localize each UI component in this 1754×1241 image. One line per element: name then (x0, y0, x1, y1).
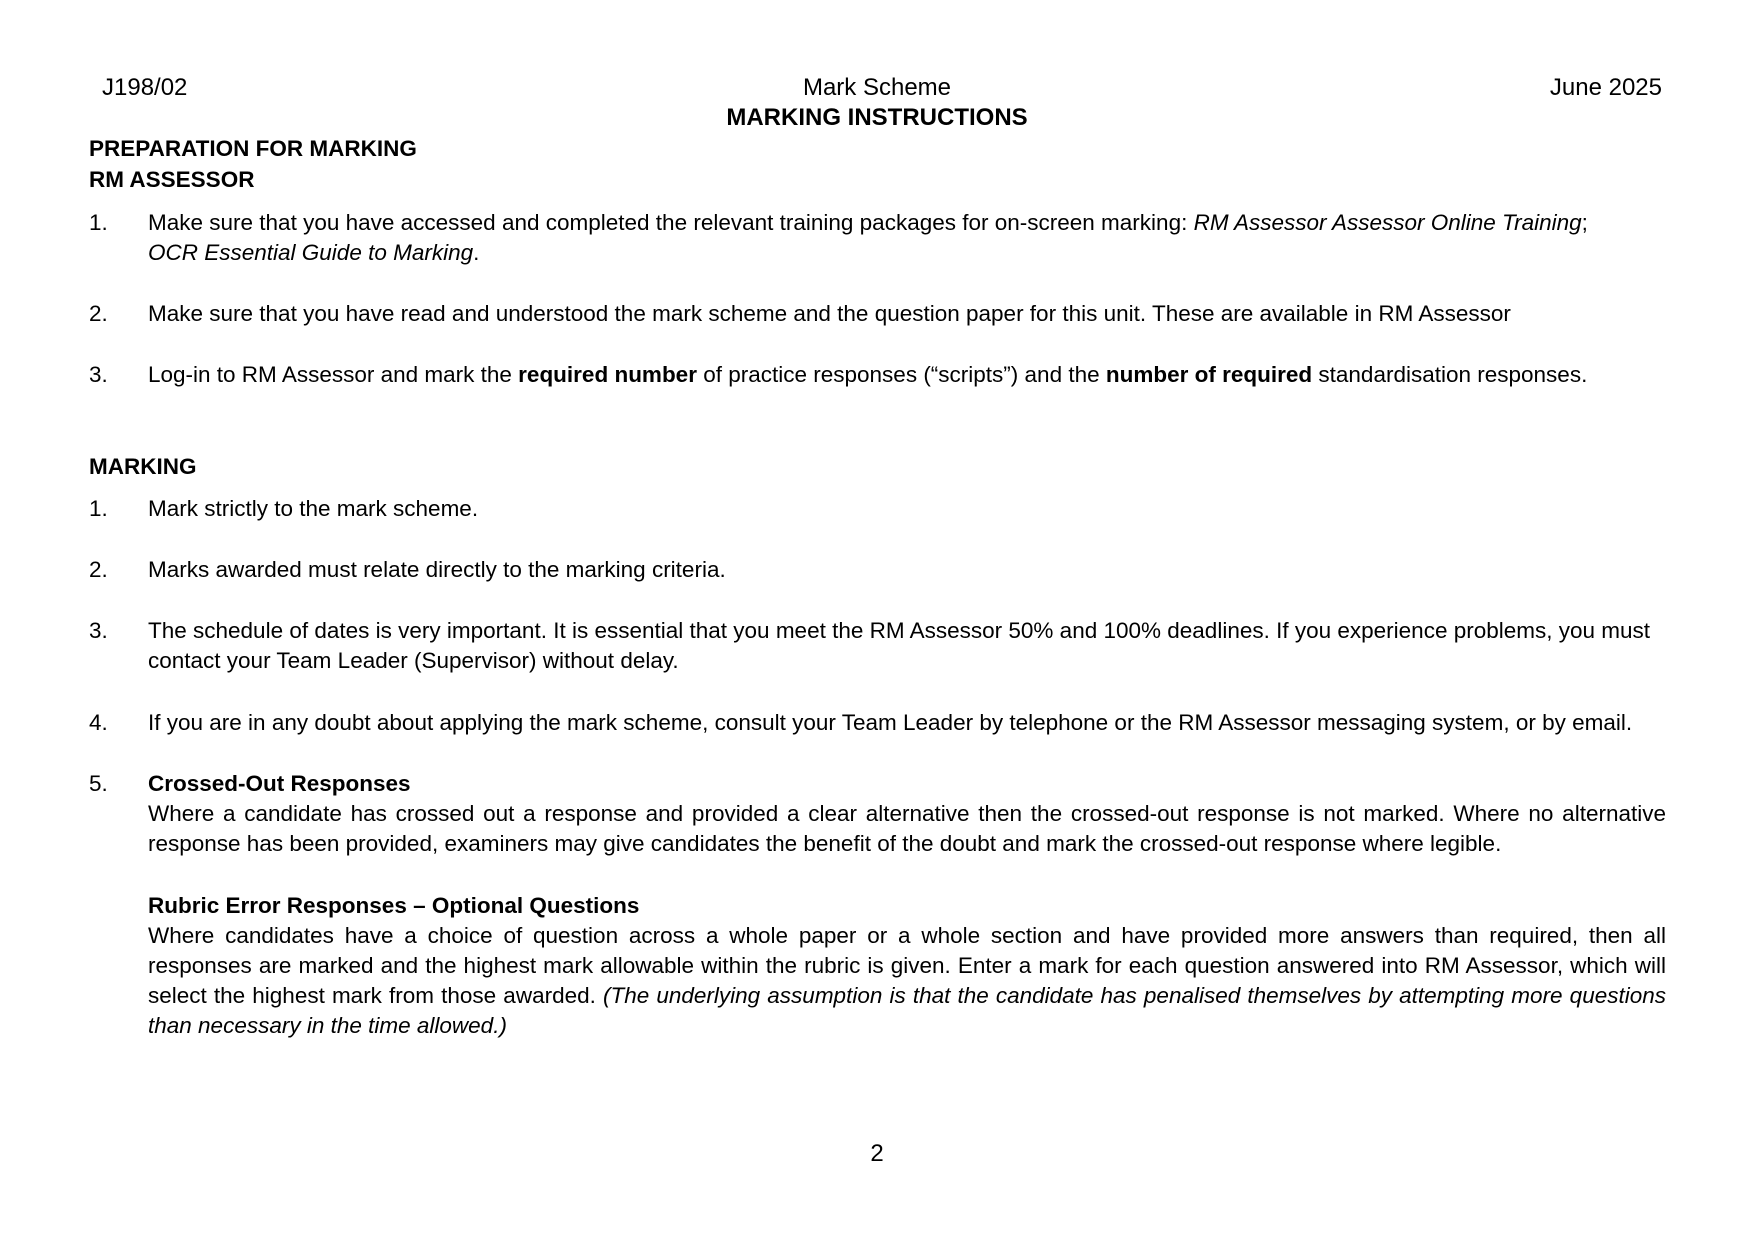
marking-heading: MARKING (89, 454, 197, 479)
rubric-error-text: Where candidates have a choice of question across a whole paper or a whole section and have provided more answers than required, then all responses are marked and the highest mark allowable within the rubric is given. Enter a mark for each question answered into RM Assessor, which will select the highest mark from those awarded. (The underlying assumption is that the candidate has penalised themselves by attempting more questions than necessary in the time allowed.) (148, 923, 1666, 1038)
marking-item-1-text: Mark strictly to the mark scheme. (148, 496, 479, 521)
rm-assessor-subheading: RM ASSESSOR (89, 167, 255, 192)
page-title: MARKING INSTRUCTIONS (726, 104, 1028, 131)
preparation-heading: PREPARATION FOR MARKING (89, 136, 417, 161)
prep-item-1-text: Make sure that you have accessed and completed the relevant training packages for on-screen marking: RM Assessor Assessor Online Training; OCR Essential Guide to Marking. (148, 210, 1588, 265)
rubric-error-heading: Rubric Error Responses – Optional Questions (148, 893, 640, 918)
guide-title: OCR Essential Guide to Marking (148, 240, 474, 265)
crossed-out-heading: Crossed-Out Responses (148, 771, 411, 796)
marking-item-3-number: 3. (89, 618, 108, 643)
prep-item-3-number: 3. (89, 362, 108, 387)
marking-item-5-number: 5. (89, 771, 108, 796)
paper-code: J198/02 (102, 74, 188, 101)
marking-item-3-text: The schedule of dates is very important. It is essential that you meet the RM Assessor 50% and 100% deadlines. If you experience problems, you must contact your Team Leader (Supervisor) without delay. (148, 618, 1651, 673)
crossed-out-text: Where a candidate has crossed out a response and provided a clear alternative then the crossed-out response is not marked. Where no alternative response has been provided, examiners may give candidates the benefit of the doubt and mark the crossed-out response where legible. (148, 801, 1666, 856)
training-title: RM Assessor Assessor Online Training (1193, 210, 1582, 235)
page-number: 2 (870, 1140, 884, 1167)
marking-item-1-number: 1. (89, 496, 108, 521)
prep-item-1-number: 1. (89, 210, 108, 235)
marking-item-2-number: 2. (89, 557, 108, 582)
marking-item-4-text: If you are in any doubt about applying the mark scheme, consult your Team Leader by telephone or the RM Assessor messaging system, or by email. (148, 710, 1633, 735)
exam-session: June 2025 (1549, 74, 1662, 101)
prep-item-2-number: 2. (89, 301, 108, 326)
marking-item-4-number: 4. (89, 710, 108, 735)
prep-item-3-text: Log-in to RM Assessor and mark the required number of practice responses (“scripts”) and the number of required standardisation responses. (148, 362, 1588, 387)
prep-item-2-text: Make sure that you have read and understood the mark scheme and the question paper for this unit. These are available in RM Assessor (148, 301, 1511, 326)
document-type: Mark Scheme (802, 74, 952, 101)
rubric-error-note: (The underlying assumption is that the candidate has penalised themselves by attempting more questions than necessary in the time allowed.) (148, 983, 1666, 1038)
marking-item-2-text: Marks awarded must relate directly to the marking criteria. (148, 557, 726, 582)
